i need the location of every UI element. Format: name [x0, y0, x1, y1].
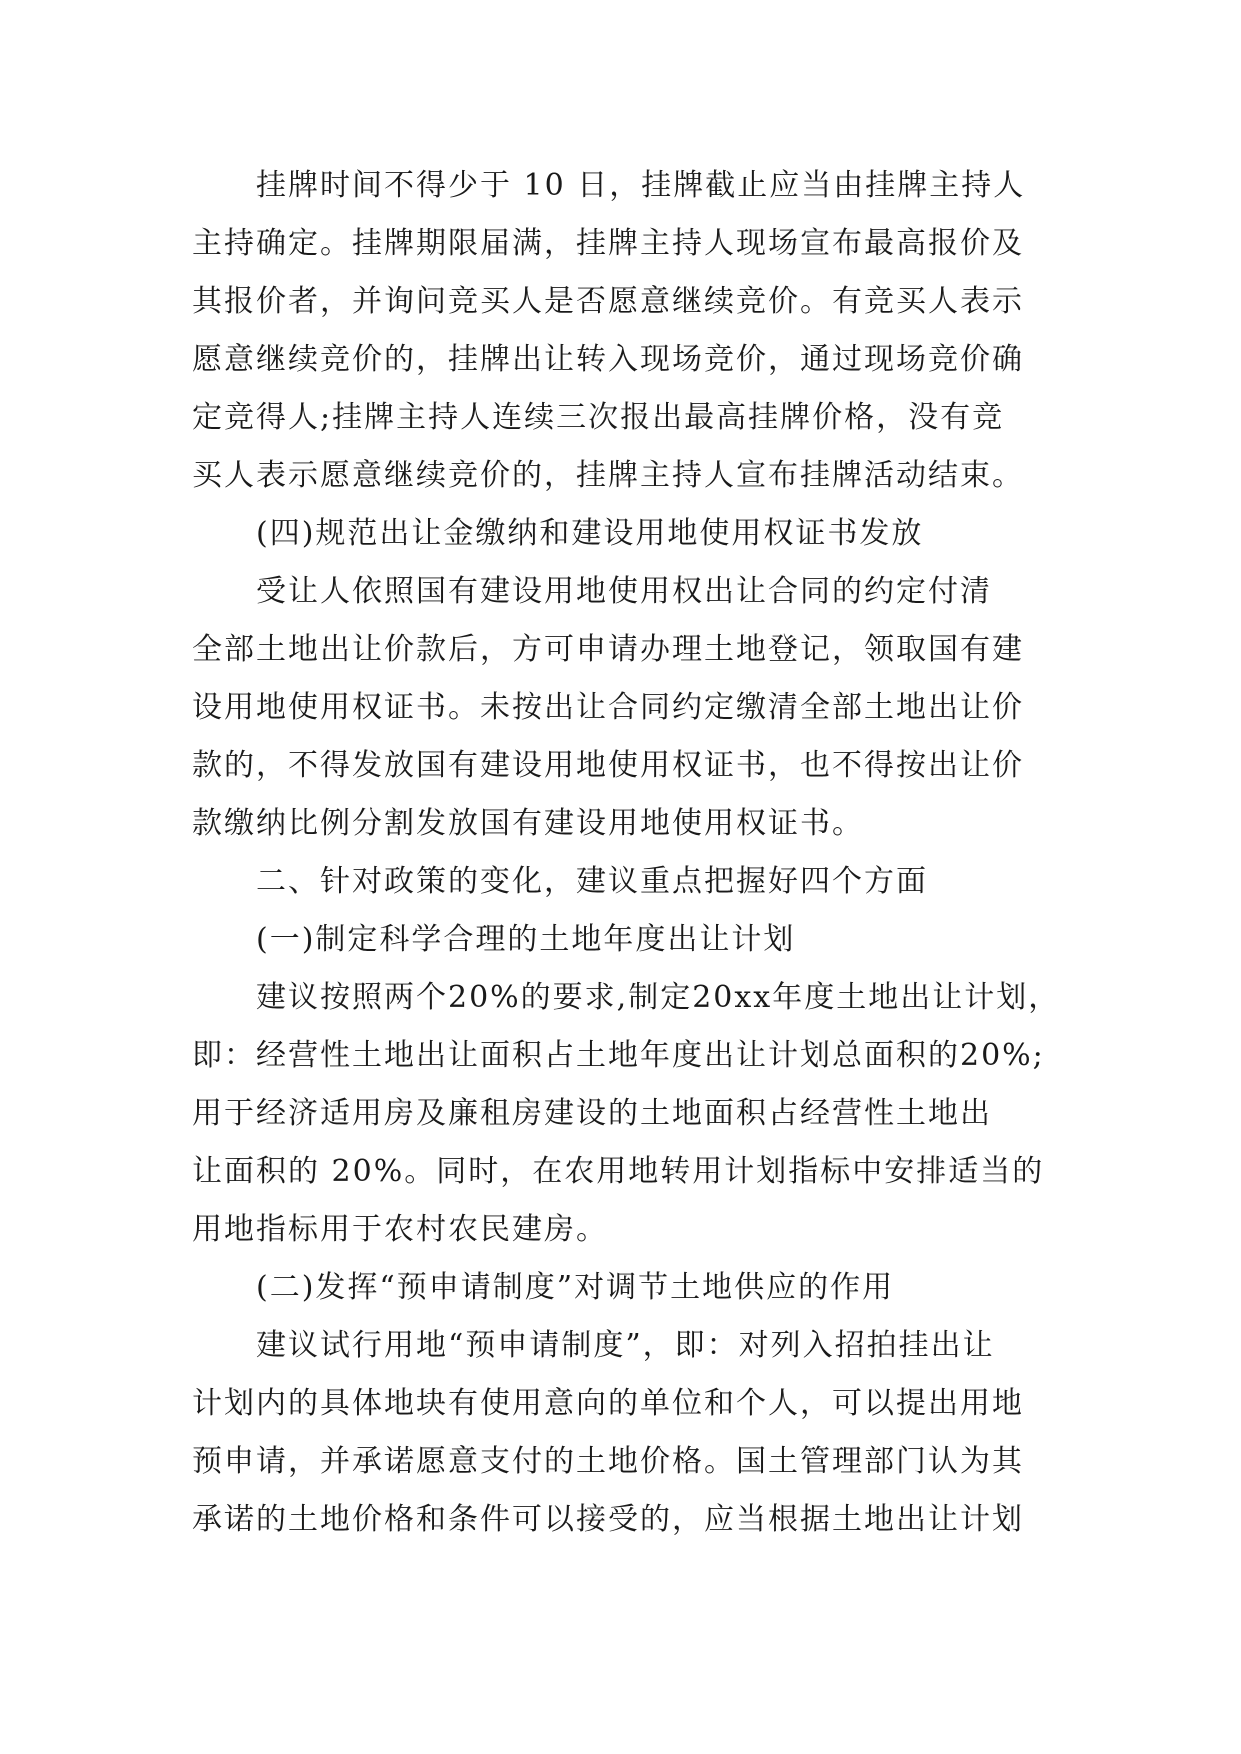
text-line: 计划内的具体地块有使用意向的单位和个人，可以提出用地: [192, 1386, 1024, 1421]
text-line: (一)制定科学合理的土地年度出让计划: [256, 922, 796, 957]
text-line: 二、针对政策的变化，建议重点把握好四个方面: [256, 864, 928, 899]
document-body: [192, 157, 1061, 1549]
text-line: 承诺的土地价格和条件可以接受的，应当根据土地出让计划: [192, 1502, 1024, 1537]
text-line: 挂牌时间不得少于 10 日，挂牌截止应当由挂牌主持人: [256, 168, 1026, 203]
text-line: 即：经营性土地出让面积占土地年度出让计划总面积的20%;: [192, 1038, 1045, 1073]
text-line: (四)规范出让金缴纳和建设用地使用权证书发放: [256, 516, 924, 551]
text-line: 买人表示愿意继续竞价的，挂牌主持人宣布挂牌活动结束。: [192, 458, 1024, 493]
text-line: (二)发挥“预申请制度”对调节土地供应的作用: [256, 1270, 895, 1305]
text-line: 款的，不得发放国有建设用地使用权证书，也不得按出让价: [192, 748, 1024, 783]
text-line: 建议试行用地“预申请制度”，即：对列入招拍挂出让: [256, 1328, 995, 1363]
text-line: 用于经济适用房及廉租房建设的土地面积占经营性土地出: [192, 1096, 992, 1131]
text-line: 预申请，并承诺愿意支付的土地价格。国土管理部门认为其: [192, 1444, 1024, 1479]
text-line: 全部土地出让价款后，方可申请办理土地登记，领取国有建: [192, 632, 1024, 667]
text-line: 用地指标用于农村农民建房。: [192, 1212, 608, 1247]
text-line: 主持确定。挂牌期限届满，挂牌主持人现场宣布最高报价及: [192, 226, 1024, 261]
text-line: 愿意继续竞价的，挂牌出让转入现场竞价，通过现场竞价确: [192, 342, 1024, 377]
text-line: 设用地使用权证书。未按出让合同约定缴清全部土地出让价: [192, 690, 1024, 725]
text-line: 其报价者，并询问竞买人是否愿意继续竞价。有竞买人表示: [192, 284, 1024, 319]
text-line: 受让人依照国有建设用地使用权出让合同的约定付清: [256, 574, 992, 609]
text-line: 定竞得人;挂牌主持人连续三次报出最高挂牌价格，没有竞: [192, 400, 1005, 435]
text-line: 让面积的 20%。同时，在农用地转用计划指标中安排适当的: [192, 1154, 1045, 1189]
text-line: 建议按照两个20%的要求,制定20xx年度土地出让计划，: [256, 980, 1061, 1015]
text-line: 款缴纳比例分割发放国有建设用地使用权证书。: [192, 806, 864, 841]
